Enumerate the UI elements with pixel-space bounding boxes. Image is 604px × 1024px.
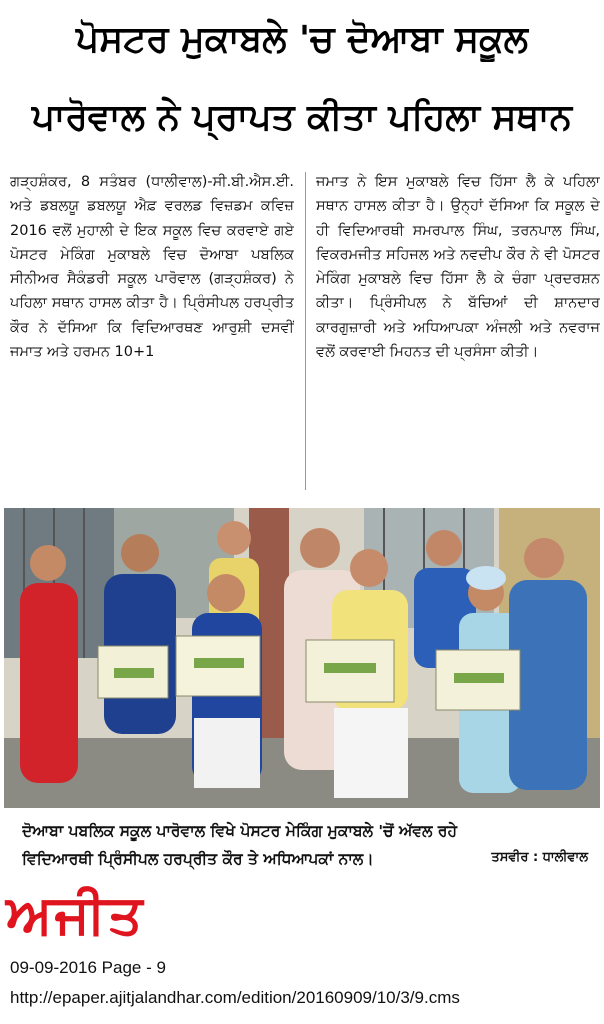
news-photo (4, 508, 600, 808)
ajit-logo: ਅਜੀਤ (6, 882, 145, 946)
headline-line-1: ਪੋਸਟਰ ਮੁਕਾਬਲੇ 'ਚ ਦੋਆਬਾ ਸਕੂਲ (76, 19, 528, 60)
article-column-right: ਜਮਾਤ ਨੇ ਇਸ ਮੁਕਾਬਲੇ ਵਿਚ ਹਿੱਸਾ ਲੈ ਕੇ ਪਹਿਲਾ ਸਥਾਨ ਹਾਸਲ ਕੀਤਾ ਹੈ। ਉਨ੍ਹਾਂ ਦੱਸਿਆ ਕਿ ਸਕੂਲ ਦੇ ਹੀ ਵਿਦਿਆਰਥੀ ਸਮਰਪਾਲ ਸਿੰਘ, ਤਰਨਪਾਲ ਸਿੰਘ, ਵਿਕਰਮਜੀਤ ਸਹਿਜਲ ਅਤੇ ਨਵਦੀਪ ਕੌਰ ਨੇ ਵੀ ਪੋਸਟਰ ਮੇਕਿੰਗ ਮੁਕਾਬਲੇ ਵਿਚ ਹਿੱਸਾ ਲੈ ਕੇ ਚੰਗਾ ਪ੍ਰਦਰਸ਼ਨ ਕੀਤਾ। ਪ੍ਰਿੰਸੀਪਲ ਨੇ ਬੱਚਿਆਂ ਦੀ ਸ਼ਾਨਦਾਰ ਕਾਰਗੁਜ਼ਾਰੀ ਅਤੇ ਅਧਿਆਪਕਾ ਅੰਜਲੀ ਅਤੇ ਨਵਰਾਜ ਵਲੋਂ ਕਰਵਾਈ ਮਿਹਨਤ ਦੀ ਪ੍ਰਸੰਸਾ ਕੀਤੀ। (316, 174, 600, 361)
article-column-left: ਗੜ੍ਹਸ਼ੰਕਰ, 8 ਸਤੰਬਰ (ਧਾਲੀਵਾਲ)-ਸੀ.ਬੀ.ਐਸ.ਈ. ਅਤੇ ਡਬਲਯੂ ਡਬਲਯੂ ਐਫ਼ ਵਰਲਡ ਵਿਜ਼ਡਮ ਕਵਿਜ਼ 2016 ਵਲੋਂ ਮੁਹਾਲੀ ਦੇ ਇਕ ਸਕੂਲ ਵਿਚ ਕਰਵਾਏ ਗਏ ਪੋਸਟਰ ਮੇਕਿੰਗ ਮੁਕਾਬਲੇ ਵਿਚ ਦੋਆਬਾ ਪਬਲਿਕ ਸੀਨੀਅਰ ਸੈਕੰਡਰੀ ਸਕੂਲ ਪਾਰੋਵਾਲ (ਗੜ੍ਹਸ਼ੰਕਰ) ਨੇ ਪਹਿਲਾ ਸਥਾਨ ਹਾਸਲ ਕੀਤਾ ਹੈ। ਪ੍ਰਿੰਸੀਪਲ ਹਰਪ੍ਰੀਤ ਕੌਰ ਨੇ ਦੱਸਿਆ ਕਿ ਵਿਦਿਆਰਥਣ ਆਰੁਸ਼ੀ ਦਸਵੀਂ ਜਮਾਤ ਅਤੇ ਹਰਮਨ 10+1 (10, 174, 294, 361)
column-divider (305, 172, 306, 490)
photo-caption-line-2: ਵਿਦਿਆਰਥੀ ਪ੍ਰਿੰਸੀਪਲ ਹਰਪ੍ਰੀਤ ਕੌਰ ਤੇ ਅਧਿਆਪਕਾਂ ਨਾਲ। (22, 850, 374, 868)
photo-credit: ਤਸਵੀਰ : ਧਾਲੀਵਾਲ (491, 850, 588, 865)
photo-caption-line-1: ਦੋਆਬਾ ਪਬਲਿਕ ਸਕੂਲ ਪਾਰੋਵਾਲ ਵਿਖੇ ਪੋਸਟਰ ਮੇਕਿੰਗ ਮੁਕਾਬਲੇ 'ਚੋਂ ਅੱਵਲ ਰਹੇ (22, 822, 458, 840)
source-url[interactable]: http://epaper.ajitjalandhar.com/edition/20160909/10/3/9.cms (10, 988, 460, 1007)
headline-line-2: ਪਾਰੋਵਾਲ ਨੇ ਪ੍ਰਾਪਤ ਕੀਤਾ ਪਹਿਲਾ ਸਥਾਨ (31, 97, 573, 138)
edition-date-page: 09-09-2016 Page - 9 (10, 958, 166, 977)
